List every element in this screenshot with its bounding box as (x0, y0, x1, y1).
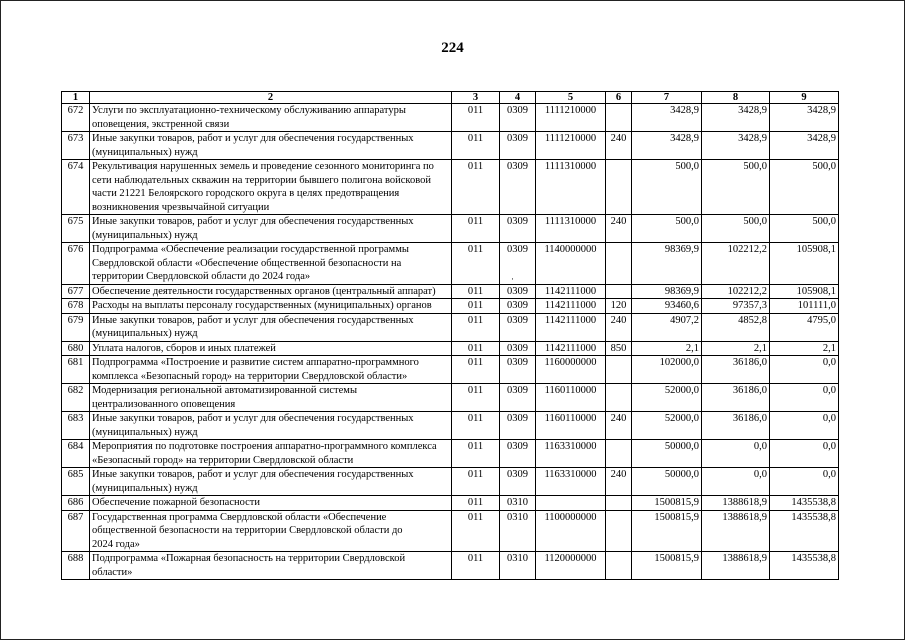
scan-dot: · (511, 273, 514, 284)
amount-2024-cell: 500,0 (770, 160, 839, 215)
section-code-cell (500, 552, 536, 580)
section-code-text: 0309 (507, 441, 528, 452)
row-name-line: Уплата налогов, сборов и иных платежей (92, 342, 276, 354)
column-header: 7 (632, 92, 702, 104)
table-row (62, 468, 839, 496)
section-code-cell (500, 160, 536, 215)
amount-2022-cell: 52000,0 (632, 412, 702, 440)
row-number-cell: 675 (62, 215, 90, 243)
row-number-cell: 677 (62, 284, 90, 299)
row-number-cell: 673 (62, 132, 90, 160)
ministry-code-cell: 011 (452, 313, 500, 341)
row-name-cell (90, 215, 452, 243)
amount-2022-cell: 98369,9 (632, 284, 702, 299)
section-code-text: 0309 (507, 216, 528, 227)
amount-2024-cell: 0,0 (770, 384, 839, 412)
row-name-line: Иные закупки товаров, работ и услуг для обеспечения государственных (92, 314, 414, 326)
row-name-line: 2024 года» (92, 538, 140, 550)
section-code-text: 0309 (507, 300, 528, 311)
target-article-cell: 1142111000 (536, 341, 606, 356)
expense-type-cell (606, 496, 632, 511)
row-name-cell (90, 341, 452, 356)
row-name-line: Подпрограмма «Обеспечение реализации государственной программы (92, 244, 409, 255)
section-code-cell (500, 356, 536, 384)
target-article-cell: 1111210000 (536, 104, 606, 132)
section-code-cell (500, 313, 536, 341)
row-name-cell (90, 243, 452, 285)
column-header: 9 (770, 92, 839, 104)
table-row (62, 299, 839, 314)
expense-type-cell (606, 284, 632, 299)
row-number-cell: 682 (62, 384, 90, 412)
ministry-code-cell: 011 (452, 104, 500, 132)
expense-type-cell (606, 160, 632, 215)
row-name-line: централизованного оповещения (92, 398, 236, 410)
table-row (62, 440, 839, 468)
section-code-cell (500, 384, 536, 412)
amount-2024-cell: 105908,1 (770, 243, 839, 285)
amount-2023-cell: 500,0 (702, 215, 770, 243)
row-name-line: (муниципальных) нужд (92, 482, 198, 494)
row-number-cell: 683 (62, 412, 90, 440)
row-name-line: территории Свердловской области до 2024 года» (92, 271, 311, 282)
table-row (62, 243, 839, 285)
section-code-text: 0309 (507, 385, 528, 396)
amount-2023-cell: 97357,3 (702, 299, 770, 314)
section-code-text: 0309 (507, 469, 528, 480)
section-code-cell (500, 104, 536, 132)
row-name-line: Государственная программа Свердловской области «Обеспечение (92, 511, 387, 523)
row-number-cell: 686 (62, 496, 90, 511)
amount-2023-cell: 102212,2 (702, 243, 770, 285)
amount-2023-cell: 102212,2 (702, 284, 770, 299)
amount-2024-cell: 0,0 (770, 356, 839, 384)
row-name-cell (90, 384, 452, 412)
column-header: 1 (62, 92, 90, 104)
table-row (62, 384, 839, 412)
row-name-cell (90, 468, 452, 496)
row-name-line: общественной безопасности на территории Свердловской области до (92, 525, 403, 536)
amount-2023-cell: 36186,0 (702, 356, 770, 384)
row-name-line: Обеспечение пожарной безопасности (92, 497, 261, 508)
expense-type-cell: 240 (606, 132, 632, 160)
section-code-cell (500, 284, 536, 299)
amount-2022-cell: 500,0 (632, 215, 702, 243)
row-name-line: (муниципальных) нужд (92, 328, 198, 339)
section-code-cell (500, 215, 536, 243)
budget-table (61, 91, 839, 580)
amount-2024-cell: 0,0 (770, 440, 839, 468)
table-row (62, 341, 839, 356)
table-row (62, 160, 839, 215)
row-number-cell: 684 (62, 440, 90, 468)
target-article-cell: 1120000000 (536, 552, 606, 580)
expense-type-cell (606, 356, 632, 384)
ministry-code-cell: 011 (452, 552, 500, 580)
row-number-cell: 687 (62, 510, 90, 552)
amount-2022-cell: 2,1 (632, 341, 702, 356)
table-row (62, 284, 839, 299)
row-number-cell: 679 (62, 313, 90, 341)
row-number-cell: 678 (62, 299, 90, 314)
amount-2024-cell: 105908,1 (770, 284, 839, 299)
table-row (62, 552, 839, 580)
row-number-cell: 685 (62, 468, 90, 496)
expense-type-cell (606, 552, 632, 580)
expense-type-cell (606, 243, 632, 285)
table-row (62, 412, 839, 440)
amount-2024-cell: 1435538,8 (770, 552, 839, 580)
row-name-cell (90, 284, 452, 299)
expense-type-cell: 240 (606, 468, 632, 496)
row-name-cell (90, 496, 452, 511)
page-number: 224 (441, 40, 464, 56)
row-name-line: Модернизация региональной автоматизированной системы (92, 385, 358, 396)
target-article-cell: 1142111000 (536, 313, 606, 341)
table-row (62, 215, 839, 243)
row-name-line: Свердловской области «Обеспечение общественной безопасности на (92, 257, 402, 269)
row-name-line: области» (92, 566, 133, 578)
ministry-code-cell: 011 (452, 299, 500, 314)
row-name-cell (90, 552, 452, 580)
target-article-cell: 1111310000 (536, 215, 606, 243)
table-row (62, 510, 839, 552)
column-header: 8 (702, 92, 770, 104)
amount-2023-cell: 3428,9 (702, 104, 770, 132)
expense-type-cell (606, 440, 632, 468)
table-row (62, 104, 839, 132)
ministry-code-cell: 011 (452, 496, 500, 511)
section-code-cell (500, 468, 536, 496)
amount-2023-cell: 3428,9 (702, 132, 770, 160)
section-code-cell (500, 243, 536, 285)
amount-2023-cell: 0,0 (702, 440, 770, 468)
row-name-line: комплекса «Безопасный город» на территории Свердловской области» (92, 370, 408, 382)
row-name-line: Иные закупки товаров, работ и услуг для обеспечения государственных (92, 216, 414, 227)
row-name-cell (90, 299, 452, 314)
amount-2024-cell: 3428,9 (770, 104, 839, 132)
table-row (62, 132, 839, 160)
amount-2023-cell: 500,0 (702, 160, 770, 215)
ministry-code-cell: 011 (452, 341, 500, 356)
section-code-text: 0310 (507, 553, 528, 564)
amount-2023-cell: 36186,0 (702, 384, 770, 412)
row-name-cell (90, 132, 452, 160)
row-number-cell: 672 (62, 104, 90, 132)
amount-2024-cell: 4795,0 (770, 313, 839, 341)
row-name-line: Обеспечение деятельности государственных органов (центральный аппарат) (92, 285, 436, 297)
section-code-cell (500, 510, 536, 552)
row-name-line: Мероприятия по подготовке построения аппаратно-программного комплекса (92, 441, 437, 452)
amount-2022-cell: 102000,0 (632, 356, 702, 384)
row-name-line: Рекультивация нарушенных земель и проведение сезонного мониторинга по (92, 161, 434, 172)
row-name-line: Подпрограмма «Пожарная безопасность на территории Свердловской (92, 553, 406, 564)
amount-2022-cell: 4907,2 (632, 313, 702, 341)
amount-2024-cell: 2,1 (770, 341, 839, 356)
amount-2023-cell: 4852,8 (702, 313, 770, 341)
column-header: 2 (90, 92, 452, 104)
section-code-text: 0309 (507, 413, 528, 424)
ministry-code-cell: 011 (452, 384, 500, 412)
table-body (62, 104, 839, 580)
amount-2024-cell: 500,0 (770, 215, 839, 243)
amount-2023-cell: 36186,0 (702, 412, 770, 440)
column-header: 4 (500, 92, 536, 104)
row-name-line: (муниципальных) нужд (92, 146, 198, 158)
ministry-code-cell: 011 (452, 412, 500, 440)
section-code-cell (500, 299, 536, 314)
section-code-cell (500, 341, 536, 356)
ministry-code-cell: 011 (452, 510, 500, 552)
amount-2024-cell: 0,0 (770, 468, 839, 496)
expense-type-cell: 240 (606, 313, 632, 341)
ministry-code-cell: 011 (452, 215, 500, 243)
table-row (62, 496, 839, 511)
section-code-text: 0309 (507, 161, 528, 172)
amount-2022-cell: 1500815,9 (632, 552, 702, 580)
amount-2023-cell: 2,1 (702, 341, 770, 356)
row-name-line: оповещения, экстренной связи (92, 118, 230, 130)
row-name-cell (90, 313, 452, 341)
row-name-line: Услуги по эксплуатационно-техническому обслуживанию аппаратуры (92, 105, 406, 116)
expense-type-cell: 240 (606, 412, 632, 440)
section-code-cell (500, 412, 536, 440)
section-code-text: 0309 (507, 133, 528, 144)
amount-2022-cell: 3428,9 (632, 132, 702, 160)
row-name-cell (90, 104, 452, 132)
target-article-cell: 1160000000 (536, 356, 606, 384)
target-article-cell: 1160110000 (536, 412, 606, 440)
amount-2022-cell: 52000,0 (632, 384, 702, 412)
expense-type-cell (606, 104, 632, 132)
section-code-cell (500, 132, 536, 160)
target-article-cell: 1163310000 (536, 468, 606, 496)
expense-type-cell: 240 (606, 215, 632, 243)
target-article-cell: 1142111000 (536, 299, 606, 314)
target-article-cell: 1111310000 (536, 160, 606, 215)
row-name-line: Расходы на выплаты персоналу государственных (муниципальных) органов (92, 300, 432, 311)
amount-2024-cell: 1435538,8 (770, 510, 839, 552)
section-code-text: 0309 (507, 314, 528, 326)
ministry-code-cell: 011 (452, 243, 500, 285)
row-name-cell (90, 440, 452, 468)
table-header-row (62, 92, 839, 104)
amount-2022-cell: 93460,6 (632, 299, 702, 314)
expense-type-cell: 120 (606, 299, 632, 314)
amount-2023-cell: 1388618,9 (702, 552, 770, 580)
section-code-text: 0309 (507, 342, 528, 354)
row-number-cell: 688 (62, 552, 90, 580)
row-name-cell (90, 356, 452, 384)
amount-2022-cell: 50000,0 (632, 440, 702, 468)
expense-type-cell (606, 510, 632, 552)
amount-2022-cell: 1500815,9 (632, 510, 702, 552)
target-article-cell: 1100000000 (536, 510, 606, 552)
table-row (62, 313, 839, 341)
row-name-cell (90, 160, 452, 215)
row-number-cell: 681 (62, 356, 90, 384)
amount-2023-cell: 1388618,9 (702, 510, 770, 552)
ministry-code-cell: 011 (452, 132, 500, 160)
column-header: 6 (606, 92, 632, 104)
row-name-line: части 21221 Белоярского городского округа в целях предотвращения (92, 188, 400, 199)
row-name-line: (муниципальных) нужд (92, 426, 198, 438)
row-name-line: Иные закупки товаров, работ и услуг для обеспечения государственных (92, 413, 414, 424)
section-code-text: 0309 (507, 244, 528, 255)
target-article-cell: 1163310000 (536, 440, 606, 468)
ministry-code-cell: 011 (452, 284, 500, 299)
section-code-text: 0310 (507, 497, 528, 508)
amount-2024-cell: 0,0 (770, 412, 839, 440)
table-row (62, 356, 839, 384)
row-number-cell: 674 (62, 160, 90, 215)
ministry-code-cell: 011 (452, 160, 500, 215)
column-header: 3 (452, 92, 500, 104)
row-name-line: Подпрограмма «Построение и развитие систем аппаратно-программного (92, 357, 419, 368)
amount-2022-cell: 1500815,9 (632, 496, 702, 511)
row-name-line: Иные закупки товаров, работ и услуг для обеспечения государственных (92, 133, 414, 144)
amount-2023-cell: 1388618,9 (702, 496, 770, 511)
amount-2023-cell: 0,0 (702, 468, 770, 496)
section-code-text: 0309 (507, 357, 528, 368)
target-article-cell: 1140000000 (536, 243, 606, 285)
ministry-code-cell: 011 (452, 440, 500, 468)
row-name-line: сети наблюдательных скважин на территории бывшего полигона войсковой (92, 174, 431, 186)
ministry-code-cell: 011 (452, 468, 500, 496)
section-code-cell (500, 440, 536, 468)
column-header: 5 (536, 92, 606, 104)
target-article-cell: 1160110000 (536, 384, 606, 412)
row-number-cell: 676 (62, 243, 90, 285)
target-article-cell: 1142111000 (536, 284, 606, 299)
row-name-cell (90, 412, 452, 440)
row-name-line: (муниципальных) нужд (92, 229, 198, 241)
expense-type-cell: 850 (606, 341, 632, 356)
amount-2024-cell: 101111,0 (770, 299, 839, 314)
amount-2022-cell: 98369,9 (632, 243, 702, 285)
row-name-line: Иные закупки товаров, работ и услуг для обеспечения государственных (92, 469, 414, 480)
expense-type-cell (606, 384, 632, 412)
target-article-cell (536, 496, 606, 511)
amount-2022-cell: 500,0 (632, 160, 702, 215)
section-code-text: 0309 (507, 105, 528, 116)
amount-2022-cell: 50000,0 (632, 468, 702, 496)
amount-2024-cell: 1435538,8 (770, 496, 839, 511)
row-name-line: возникновения чрезвычайной ситуации (92, 201, 270, 213)
amount-2022-cell: 3428,9 (632, 104, 702, 132)
ministry-code-cell: 011 (452, 356, 500, 384)
section-code-text: 0310 (507, 511, 528, 523)
row-name-line: «Безопасный город» на территории Свердловской области (92, 454, 354, 466)
row-number-cell: 680 (62, 341, 90, 356)
target-article-cell: 1111210000 (536, 132, 606, 160)
section-code-cell (500, 496, 536, 511)
row-name-cell (90, 510, 452, 552)
section-code-text: 0309 (507, 285, 528, 297)
amount-2024-cell: 3428,9 (770, 132, 839, 160)
